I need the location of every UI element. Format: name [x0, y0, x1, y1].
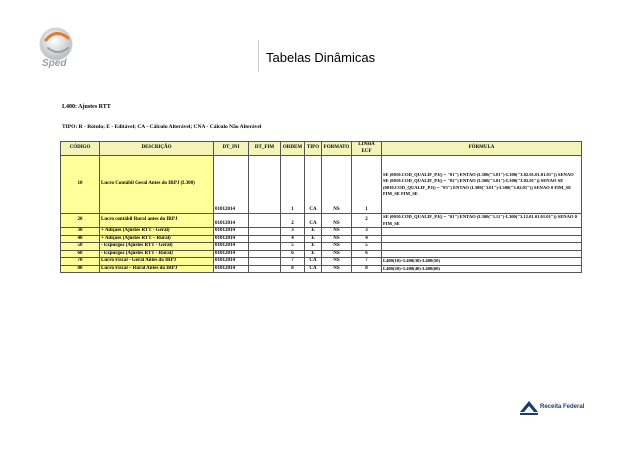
cell-formato: NS — [322, 243, 352, 251]
cell-dt-ini: 01012014 — [214, 243, 249, 251]
cell-codigo: 80 — [61, 265, 100, 273]
cell-ordem: 3 — [281, 228, 305, 236]
col-header-codigo: CÓDIGO — [61, 142, 100, 156]
cell-formula — [382, 250, 582, 258]
cell-dt-ini: 01012014 — [214, 228, 249, 236]
table-row — [61, 243, 582, 251]
cell-ordem: 1 — [281, 156, 305, 214]
cell-dt-ini: 01012014 — [214, 156, 249, 214]
cell-linha-ecf: 4 — [352, 235, 382, 243]
cell-tipo: CA — [305, 214, 322, 228]
col-header-formato: FORMATO — [322, 142, 352, 156]
col-header-tipo: TIPO — [305, 142, 322, 156]
table-row — [61, 214, 582, 228]
col-header-formula: FÓRMULA — [382, 142, 582, 156]
section-title: L400: Ajustes RTT — [62, 104, 111, 110]
cell-tipo: CA — [305, 156, 322, 214]
cell-descricao: + Adições (Ajustes RTT - Geral) — [100, 228, 214, 236]
cell-dt-ini: 01012014 — [214, 250, 249, 258]
cell-formula: L400(10)+L400(30)-L400(50) — [382, 258, 582, 266]
cell-ordem: 6 — [281, 250, 305, 258]
cell-formato: NS — [322, 258, 352, 266]
cell-tipo: E — [305, 235, 322, 243]
cell-ordem: 8 — [281, 265, 305, 273]
cell-descricao: Lucro contábil Rural antes do IRPJ — [100, 214, 214, 228]
cell-dt-ini: 01012014 — [214, 214, 249, 228]
cell-descricao: Lucro Fiscal – Rural Antes do IRPJ — [100, 265, 214, 273]
cell-codigo: 30 — [61, 228, 100, 236]
cell-descricao: - Expurgos (Ajustes RTT - Rural) — [100, 250, 214, 258]
table-row — [61, 228, 582, 236]
cell-formula — [382, 235, 582, 243]
cell-linha-ecf: 2 — [352, 214, 382, 228]
cell-dt-fim — [249, 258, 281, 266]
cell-formula — [382, 228, 582, 236]
cell-descricao: + Adições (Ajustes RTT – Rural) — [100, 235, 214, 243]
col-header-linha-ecf: LINHA ECF — [352, 142, 382, 156]
table-row — [61, 265, 582, 273]
col-header-ordem: ORDEM — [281, 142, 305, 156]
cell-linha-ecf: 8 — [352, 265, 382, 273]
cell-formato: NS — [322, 228, 352, 236]
cell-formula — [382, 243, 582, 251]
cell-linha-ecf: 7 — [352, 258, 382, 266]
cell-linha-ecf: 1 — [352, 156, 382, 214]
cell-linha-ecf: 5 — [352, 243, 382, 251]
cell-dt-ini: 01012014 — [214, 235, 249, 243]
receita-federal-logo-icon — [518, 398, 540, 416]
cell-ordem: 5 — [281, 243, 305, 251]
cell-descricao: - Expurgos (Ajustes RTT - Geral) — [100, 243, 214, 251]
logo-text: Sped — [42, 58, 67, 69]
cell-dt-fim — [249, 235, 281, 243]
cell-dt-fim — [249, 156, 281, 214]
cell-tipo: CA — [305, 265, 322, 273]
cell-dt-fim — [249, 265, 281, 273]
col-header-descricao: DESCRIÇÃO — [100, 142, 214, 156]
cell-formato: NS — [322, 235, 352, 243]
cell-formato: NS — [322, 214, 352, 228]
cell-tipo: E — [305, 243, 322, 251]
cell-dt-fim — [249, 250, 281, 258]
cell-formato: NS — [322, 156, 352, 214]
cell-codigo: 50 — [61, 243, 100, 251]
cell-formula: SE (0010.COD_QUALIF_PJ() = "01") ENTAO (L300("3.11")-L300("3.12.01.01.01.01")) SENAO 0 FIM_SE — [382, 214, 582, 228]
cell-ordem: 2 — [281, 214, 305, 228]
col-header-dt-fim: DT_FIM — [249, 142, 281, 156]
table-row — [61, 156, 582, 214]
page-title: Tabelas Dinâmicas — [266, 50, 376, 65]
type-legend: TIPO: R - Rótulo; E - Editável; CA - Cálculo Alterável; CNA - Cálculo Não Alterável — [62, 124, 262, 130]
ajustes-rtt-table — [60, 141, 582, 273]
table-row — [61, 258, 582, 266]
table-row — [61, 235, 582, 243]
cell-tipo: E — [305, 228, 322, 236]
cell-dt-fim — [249, 228, 281, 236]
cell-codigo: 60 — [61, 250, 100, 258]
cell-descricao: Lucro Fiscal - Geral Antes do IRPJ — [100, 258, 214, 266]
cell-tipo: E — [305, 250, 322, 258]
cell-codigo: 20 — [61, 214, 100, 228]
col-header-dt-ini: DT_INI — [214, 142, 249, 156]
cell-dt-ini: 01012014 — [214, 258, 249, 266]
cell-linha-ecf: 6 — [352, 250, 382, 258]
cell-dt-fim — [249, 243, 281, 251]
table-header-row — [61, 142, 582, 156]
cell-formula: L400(20)+L400(40)-L400(60) — [382, 265, 582, 273]
cell-codigo: 10 — [61, 156, 100, 214]
cell-ordem: 4 — [281, 235, 305, 243]
cell-dt-fim — [249, 214, 281, 228]
cell-formato: NS — [322, 250, 352, 258]
cell-codigo: 40 — [61, 235, 100, 243]
table-row — [61, 250, 582, 258]
cell-tipo: CA — [305, 258, 322, 266]
cell-codigo: 70 — [61, 258, 100, 266]
cell-ordem: 7 — [281, 258, 305, 266]
header-divider — [258, 40, 259, 72]
cell-dt-ini: 01012014 — [214, 265, 249, 273]
cell-formato: NS — [322, 265, 352, 273]
cell-descricao: Lucro Contábil Geral Antes do IRPJ (L300) — [100, 156, 214, 214]
cell-linha-ecf: 3 — [352, 228, 382, 236]
cell-formula: SE (0010.COD_QUALIF_PJ() = "01") ENTAO (L300("3.01")-L300("3.02.01.01.01.01")) SENAO SE (0010.COD_QUALIF_PJ() = "02") ENTAO (L300("3.01")-L300("3.02.01")) SENAO SE (0010.COD_QUALIF_PJ() = "03") ENTAO (L300("3.01")-L300("3.02.01")) SENAO 0 FIM_SE FIM_SE FIM_SE — [382, 156, 582, 214]
receita-federal-label: Receita Federal — [540, 404, 585, 410]
